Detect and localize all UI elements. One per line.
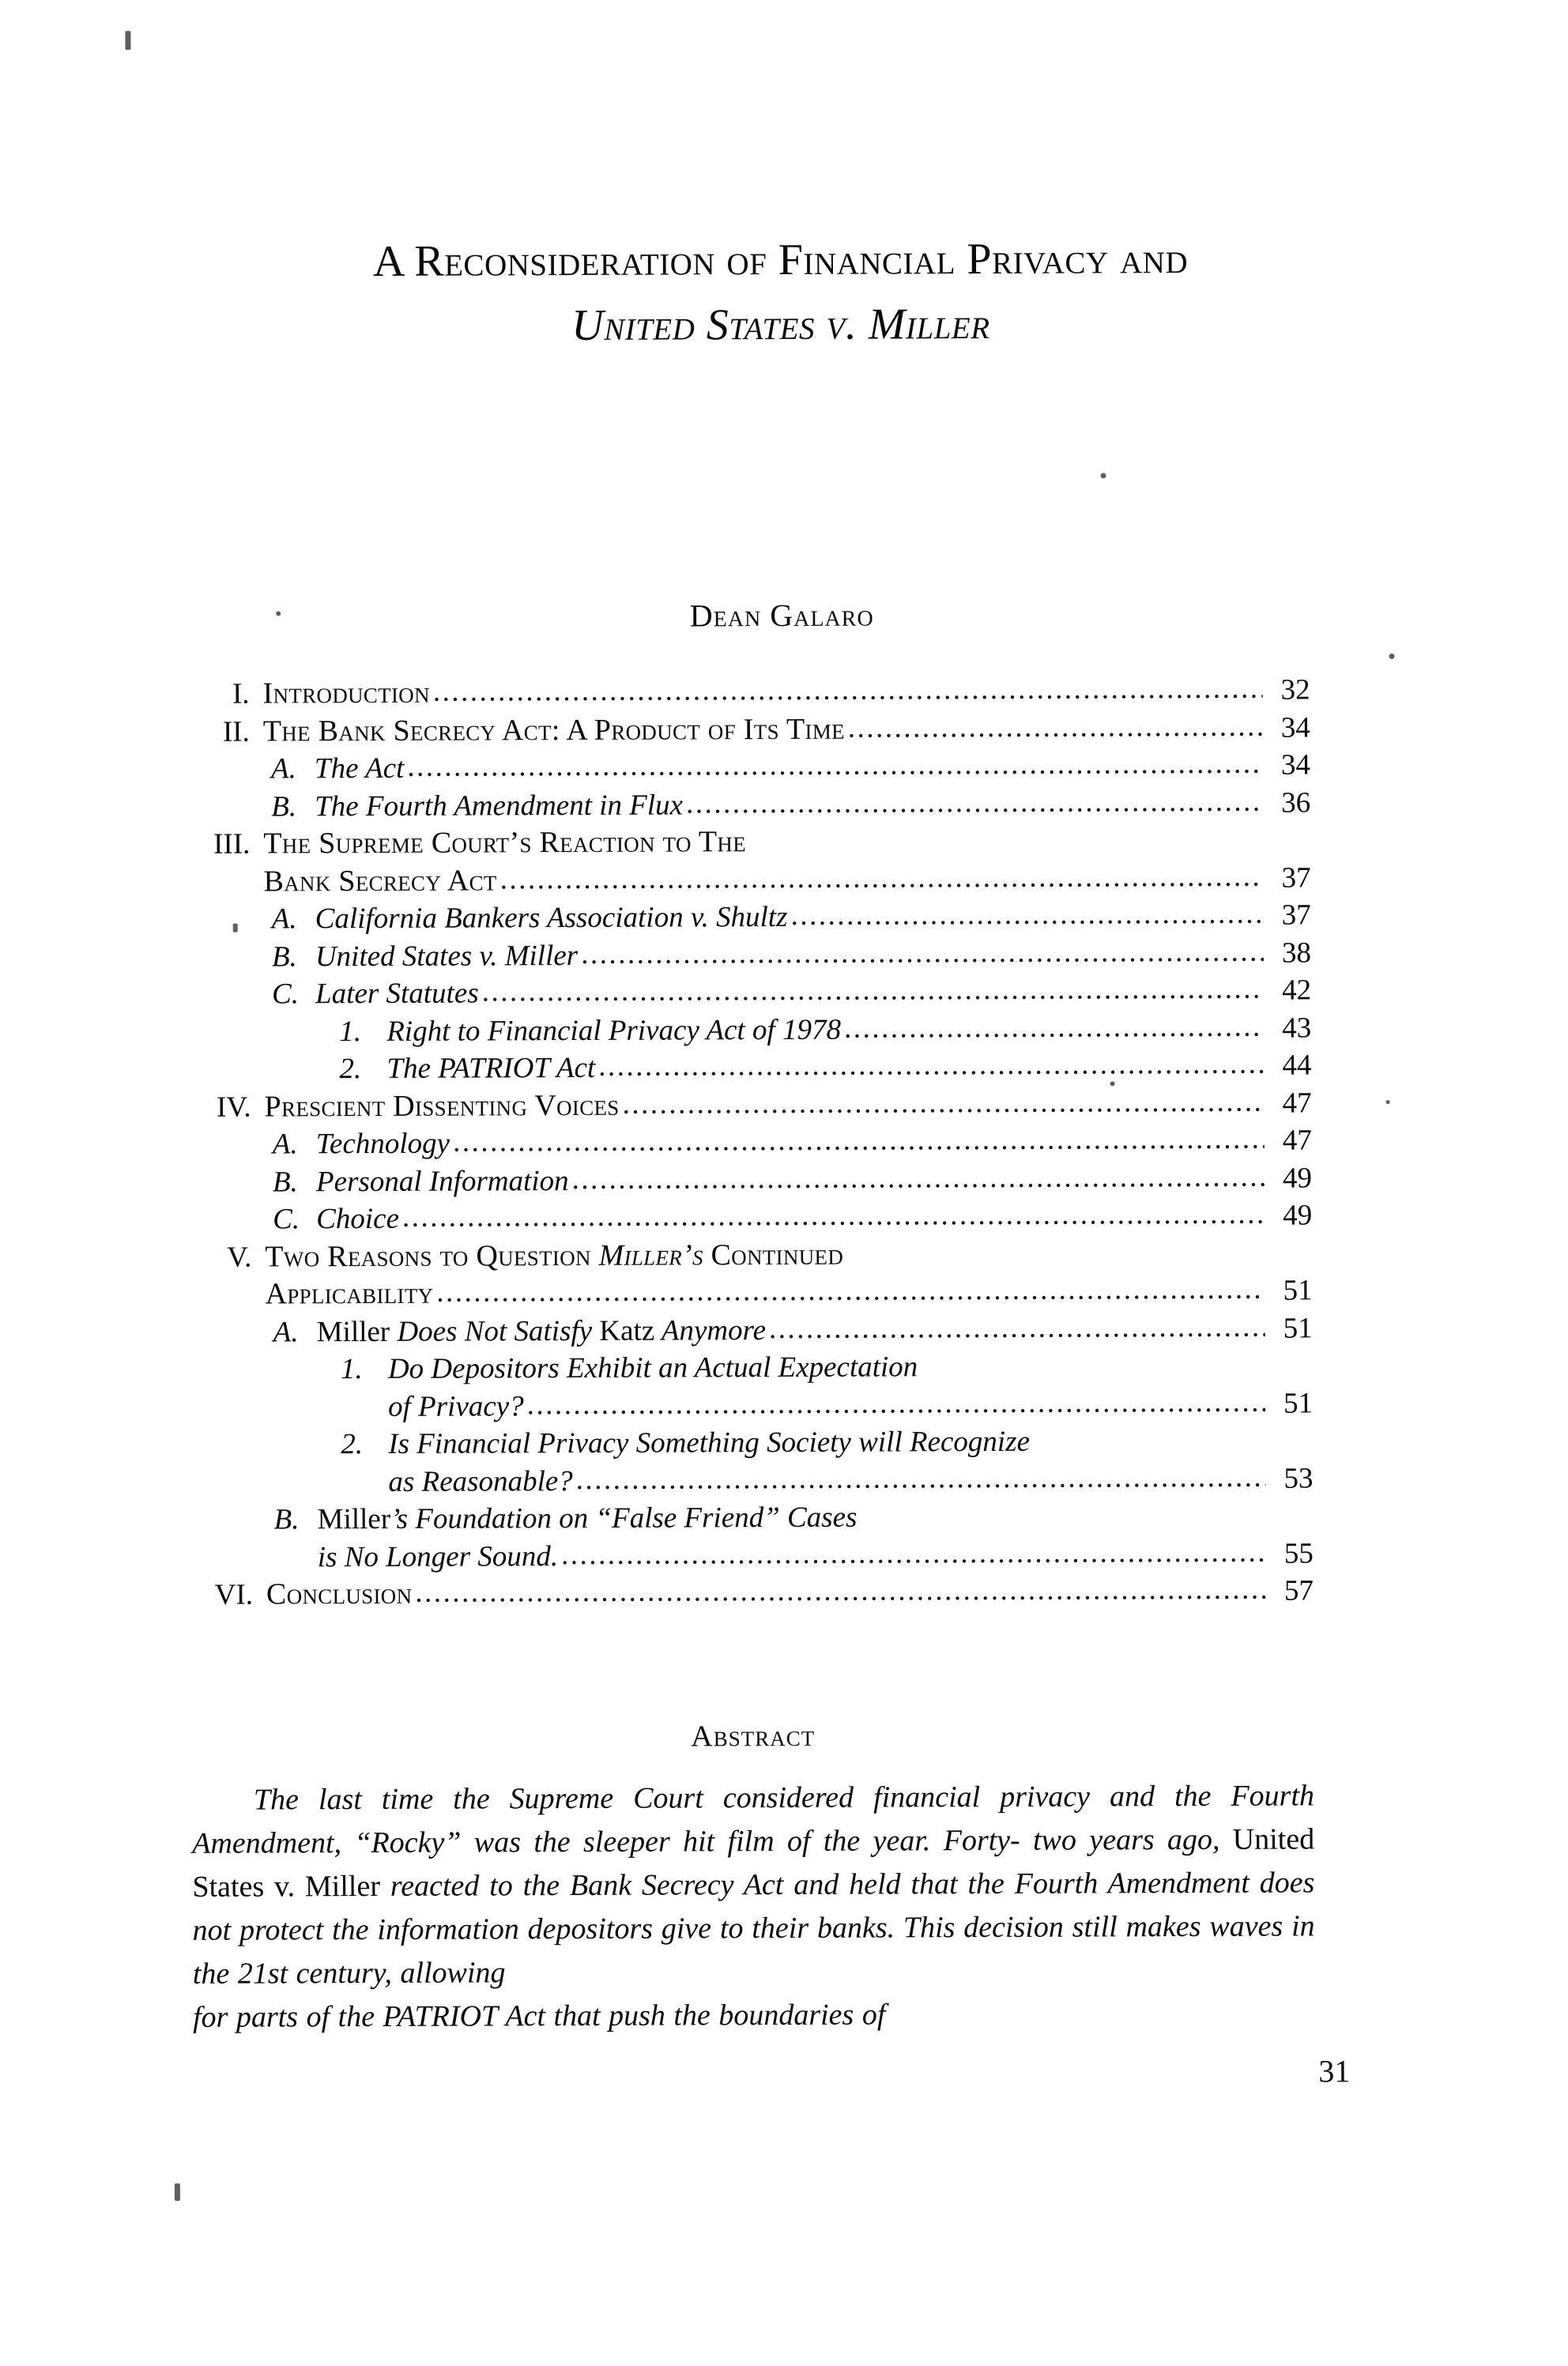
abstract-heading: Abstract	[691, 1719, 816, 1754]
toc-label: Bank Secrecy Act	[263, 863, 497, 899]
dot-leader	[436, 1271, 1265, 1312]
toc-label: The Fourth Amendment in Flux	[315, 788, 684, 823]
toc-label: The PATRIOT Act	[386, 1051, 596, 1085]
dot-leader	[500, 857, 1264, 898]
toc-entry[interactable]	[188, 821, 1310, 863]
toc-label: as Reasonable?	[388, 1464, 573, 1498]
scan-speck	[175, 2183, 180, 2201]
toc-page-number: 36	[1281, 786, 1311, 819]
toc-entry[interactable]	[191, 1497, 1314, 1539]
toc-number: A.	[271, 902, 297, 936]
toc-entry[interactable]	[190, 1422, 1313, 1464]
toc-entry[interactable]	[188, 746, 1310, 788]
table-of-contents	[188, 671, 1314, 1614]
toc-page-number: 51	[1283, 1386, 1314, 1420]
toc-label: Do Depositors Exhibit an Actual Expectation	[387, 1351, 918, 1385]
toc-page-number: 38	[1281, 936, 1311, 970]
toc-number: 1.	[339, 1015, 362, 1048]
toc-number: A.	[272, 1128, 298, 1161]
toc-label: of Privacy?	[388, 1389, 524, 1423]
toc-page-number: 37	[1281, 899, 1311, 932]
dot-leader	[790, 895, 1263, 935]
toc-entry[interactable]	[190, 1084, 1312, 1126]
toc-label: Introduction	[262, 676, 430, 710]
toc-number: III.	[213, 827, 251, 861]
toc-page-number: 53	[1283, 1461, 1314, 1495]
toc-number: A.	[270, 752, 296, 786]
toc-label: Two Reasons to Question Miller’s Continued	[265, 1238, 844, 1274]
title-line-1: A Reconsideration of Financial Privacy and	[372, 234, 1189, 286]
toc-number: B.	[272, 1165, 298, 1198]
toc-label: Choice	[316, 1202, 400, 1236]
toc-entry-continuation[interactable]	[190, 1385, 1313, 1426]
toc-entry[interactable]	[188, 671, 1310, 713]
scan-speck	[276, 611, 281, 616]
page-title-line2-wrap	[187, 290, 1375, 360]
toc-number: V.	[227, 1241, 252, 1274]
toc-label: The Bank Secrecy Act: A Product of Its Time	[262, 712, 845, 748]
toc-page-number: 47	[1282, 1124, 1312, 1157]
toc-label: Prescient Dissenting Voices	[264, 1088, 620, 1124]
toc-number: C.	[273, 1203, 300, 1236]
toc-number: 1.	[340, 1353, 363, 1386]
toc-number: II.	[222, 715, 250, 748]
toc-entry[interactable]	[190, 1309, 1313, 1351]
abstract-text-2: reacted to the Bank Secrecy Act and held that the Fourth Amendment does not protect the information depositors give to their banks. This decision still makes waves in the 21st century, allowing	[192, 1866, 1315, 1991]
toc-page-number: 57	[1283, 1574, 1314, 1607]
toc-entry[interactable]	[190, 1347, 1313, 1388]
toc-entry-continuation[interactable]	[191, 1535, 1314, 1577]
toc-entry[interactable]	[188, 709, 1310, 751]
title-line-2: United States v. Miller	[571, 299, 990, 351]
toc-page-number: 47	[1282, 1086, 1312, 1120]
scan-speck	[1386, 1100, 1390, 1104]
toc-page-number: 44	[1282, 1049, 1312, 1082]
toc-number: B.	[271, 940, 297, 973]
toc-label: Later Statutes	[315, 977, 479, 1011]
toc-label: The Supreme Court’s Reaction to The	[263, 825, 747, 861]
toc-entry[interactable]	[189, 934, 1311, 976]
dot-leader	[686, 782, 1263, 822]
scan-speck	[1110, 1081, 1115, 1086]
toc-number: B.	[271, 789, 297, 823]
dot-leader	[482, 970, 1265, 1011]
author-name: Dean Galaro	[689, 597, 874, 634]
page-title	[186, 225, 1374, 295]
toc-page-number: 49	[1282, 1161, 1313, 1195]
toc-page-number: 42	[1281, 974, 1312, 1007]
toc-page-number: 43	[1282, 1011, 1312, 1045]
toc-page-number: 34	[1280, 710, 1310, 744]
toc-label: The Act	[314, 752, 405, 786]
toc-label: Conclusion	[266, 1577, 413, 1611]
toc-number: 2.	[339, 1053, 362, 1086]
dot-leader	[598, 1045, 1264, 1086]
dot-leader	[576, 1458, 1266, 1498]
scan-speck	[1389, 654, 1394, 659]
scan-speck	[233, 924, 238, 932]
toc-page-number: 37	[1281, 861, 1311, 895]
toc-number: 2.	[341, 1428, 364, 1461]
toc-number: B.	[273, 1503, 300, 1536]
toc-label: Is Financial Privacy Something Society will Recognize	[388, 1425, 1031, 1460]
scan-speck	[125, 31, 130, 50]
dot-leader	[527, 1383, 1266, 1423]
toc-page-number: 34	[1280, 748, 1311, 782]
toc-entry-continuation[interactable]	[190, 1460, 1313, 1501]
scan-speck	[1101, 473, 1106, 478]
toc-number: IV.	[217, 1091, 251, 1124]
toc-page-number: 55	[1283, 1536, 1314, 1570]
toc-page-number: 32	[1280, 673, 1310, 706]
toc-entry[interactable]	[188, 784, 1310, 826]
dot-leader	[402, 1196, 1265, 1237]
abstract-body	[192, 1774, 1315, 2039]
toc-number: VI.	[214, 1578, 254, 1611]
abstract-text-1: The last time the Supreme Court considered financial privacy and the Fourth Amendment, “Rocky” was the sleeper hit film of the year. Forty- two years ago,	[192, 1779, 1315, 1860]
toc-entry[interactable]	[191, 1572, 1314, 1614]
toc-entry[interactable]	[190, 1121, 1312, 1163]
toc-entry[interactable]	[190, 1234, 1312, 1276]
toc-entry[interactable]	[189, 1046, 1311, 1088]
toc-entry[interactable]	[189, 896, 1311, 938]
toc-label: Personal Information	[315, 1164, 569, 1198]
dot-leader	[453, 1121, 1265, 1161]
dot-leader	[622, 1083, 1264, 1123]
dot-leader	[407, 745, 1263, 786]
toc-number: A.	[273, 1315, 299, 1348]
toc-page-number: 51	[1283, 1311, 1313, 1345]
dot-leader	[844, 1008, 1264, 1047]
toc-page-number: 51	[1283, 1274, 1313, 1307]
toc-number: I.	[232, 677, 250, 710]
toc-label: Miller Does Not Satisfy Katz Anymore	[316, 1313, 767, 1348]
dot-leader	[561, 1533, 1266, 1573]
toc-entry[interactable]	[190, 1159, 1312, 1201]
toc-page-number: 49	[1283, 1199, 1313, 1232]
dot-leader	[572, 1158, 1265, 1198]
dot-leader	[769, 1308, 1265, 1347]
toc-label: Right to Financial Privacy Act of 1978	[386, 1013, 842, 1048]
toc-entry-continuation[interactable]	[190, 1272, 1312, 1313]
toc-number: C.	[272, 978, 300, 1011]
toc-label: Applicability	[265, 1276, 434, 1311]
dot-leader	[433, 670, 1263, 711]
dot-leader	[415, 1571, 1266, 1612]
dot-leader	[848, 707, 1263, 747]
toc-entry-continuation[interactable]	[188, 859, 1310, 901]
toc-entry[interactable]	[189, 1009, 1311, 1051]
toc-label: California Bankers Association v. Shultz	[315, 900, 788, 936]
abstract-last-line: for parts of the PATRIOT Act that push the boundaries of	[192, 1998, 886, 2034]
toc-entry[interactable]	[190, 1196, 1312, 1238]
toc-label: is No Longer Sound.	[317, 1539, 559, 1573]
toc-label: Technology	[315, 1127, 450, 1161]
abstract-case-name: United States v. Miller	[192, 1822, 1315, 1904]
toc-label: Miller’s Foundation on “False Friend” Cases	[317, 1501, 858, 1536]
toc-label: United States v. Miller	[315, 939, 579, 973]
dot-leader	[581, 932, 1264, 973]
toc-entry[interactable]	[189, 971, 1311, 1013]
page-number: 31	[1318, 2053, 1351, 2089]
